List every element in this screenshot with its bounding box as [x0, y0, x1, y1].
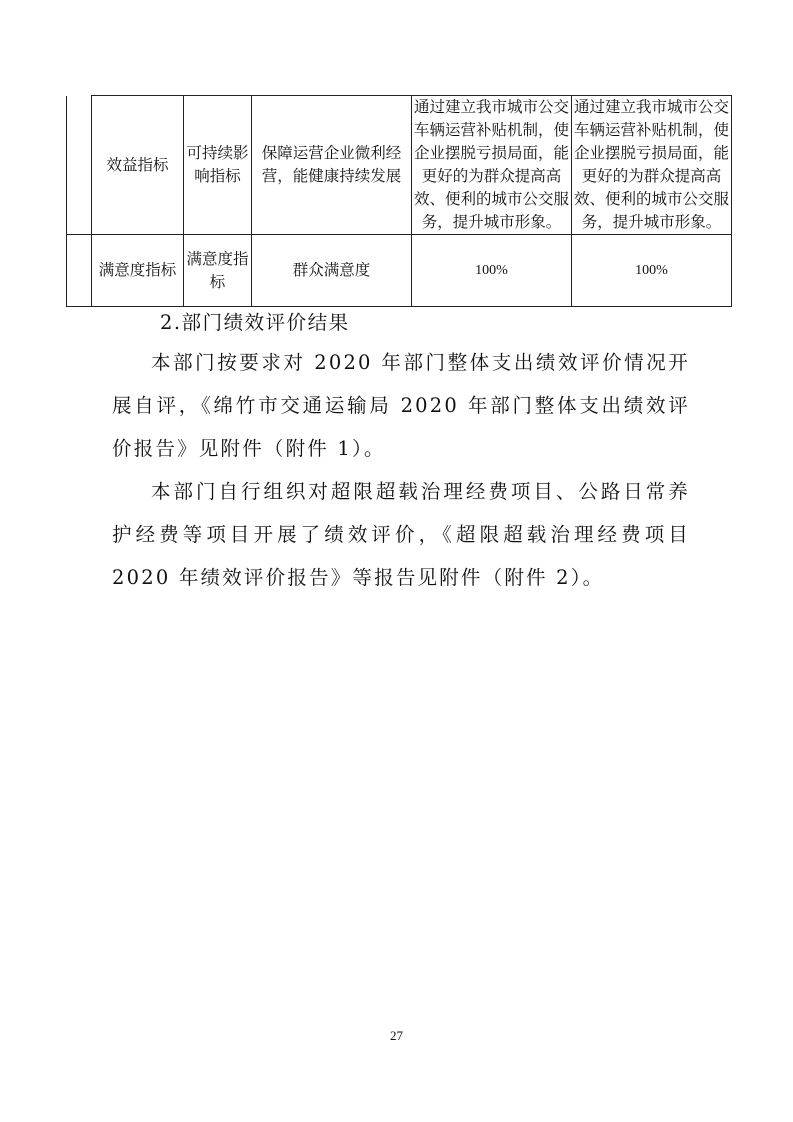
cell-indicator: 保障运营企业微利经营，能健康持续发展	[252, 96, 412, 235]
cell-indicator: 群众满意度	[252, 235, 412, 307]
cell-level2-indicator: 可持续影响指标	[184, 96, 252, 235]
cell-target-value: 100%	[412, 235, 572, 307]
section-heading: 2.部门绩效评价结果	[160, 311, 350, 334]
page-number: 27	[390, 1028, 403, 1043]
cell-level1-indicator: 效益指标	[92, 96, 184, 235]
performance-indicator-table	[66, 95, 732, 307]
table-row	[67, 235, 732, 307]
table-cell-blank	[67, 235, 92, 307]
cell-level2-indicator: 满意度指标	[184, 235, 252, 307]
table-cell-blank	[67, 96, 92, 235]
body-paragraph: 本部门按要求对 2020 年部门整体支出绩效评价情况开展自评，《绵竹市交通运输局 2020 年部门整体支出绩效评价报告》见附件（附件 1）。	[112, 351, 690, 460]
cell-actual-value: 通过建立我市城市公交车辆运营补贴机制，使企业摆脱亏损局面，能更好的为群众提高高效、便利的城市公交服务，提升城市形象。	[572, 96, 732, 235]
cell-target-value: 通过建立我市城市公交车辆运营补贴机制，使企业摆脱亏损局面，能更好的为群众提高高效、便利的城市公交服务，提升城市形象。	[412, 96, 572, 235]
cell-actual-value: 100%	[572, 235, 732, 307]
cell-level1-indicator: 满意度指标	[92, 235, 184, 307]
table-row	[67, 96, 732, 235]
body-paragraph: 本部门自行组织对超限超载治理经费项目、公路日常养护经费等项目开展了绩效评价，《超限超载治理经费项目 2020 年绩效评价报告》等报告见附件（附件 2）。	[112, 480, 690, 589]
